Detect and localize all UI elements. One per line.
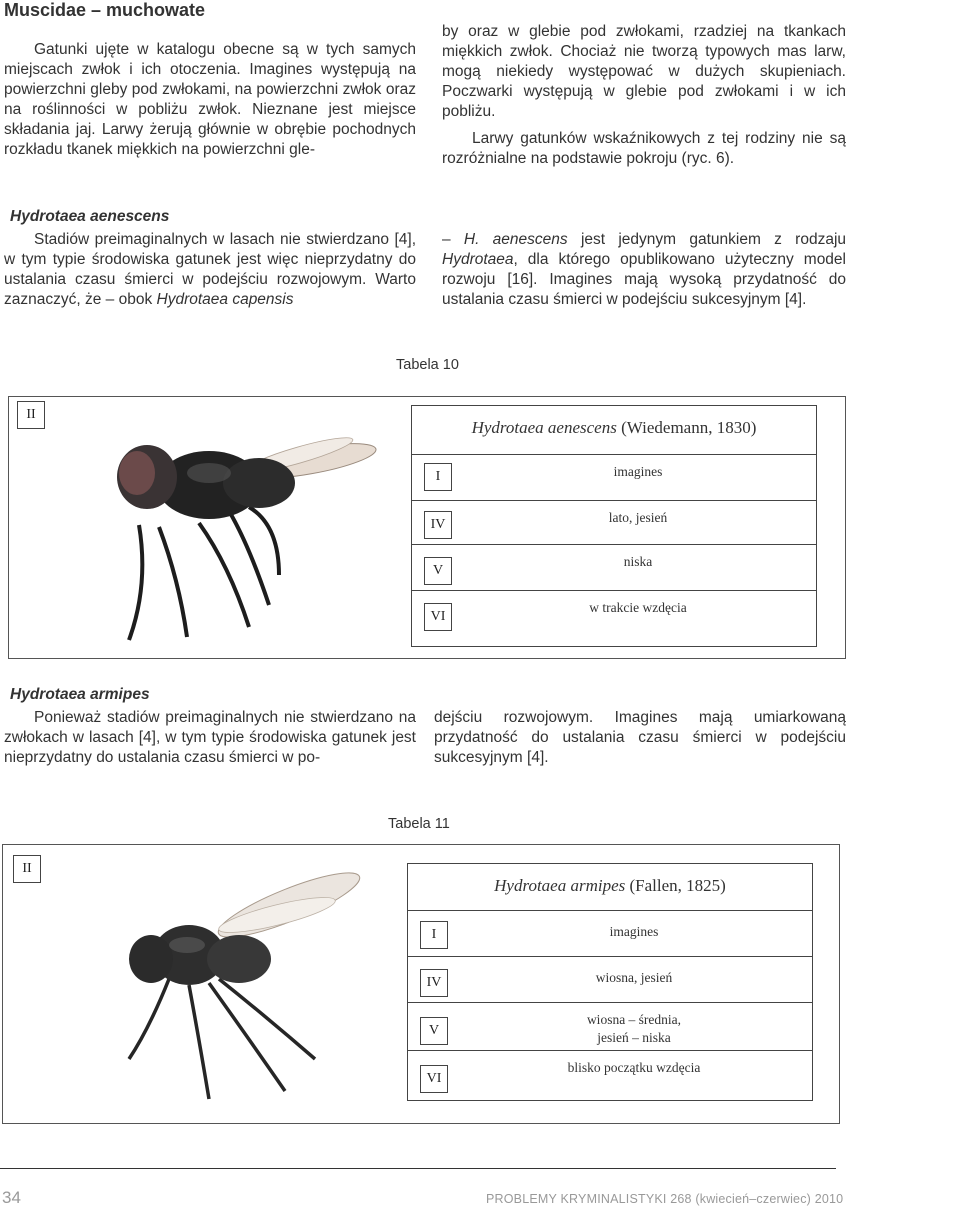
- aenescens-right-text: – H. aenescens jest jedynym gatunkiem z rodzaju Hydrotaea, dla którego opublikowano użyteczny model rozwoju [16]. Imagines mają wysoką przydatność do ustalania czasu śmierci w podejściu sukcesyjnym [4].: [442, 231, 847, 308]
- intro-left-text: Gatunki ujęte w katalogu obecne są w tych samych miejscach zwłok i ich otoczenia. Imagines występują na powierzchni gleby pod zwłokami, na powierzchni zwłok oraz na roślinności w pobliżu zwłok. Nieznane jest miejsce składania jaj. Larwy żerują głównie w obrębie pochodnych rozkładu tkanek miękkich na powierzchni gle-: [4, 41, 416, 158]
- table-10-row-code: IV: [424, 511, 452, 539]
- table-10-row-value: lato, jesień: [608, 510, 668, 525]
- table-10-row-code: VI: [424, 603, 452, 631]
- intro-left-column: [4, 40, 416, 160]
- table-10-row-code: I: [424, 463, 452, 491]
- table-10-row: [412, 454, 816, 501]
- species-heading-armipes: Hydrotaea armipes: [10, 686, 150, 703]
- table-11-info-box: [407, 863, 813, 1101]
- table-11-row: [408, 1002, 812, 1051]
- table-11-species-name: Hydrotaea armipes (Fallen, 1825): [494, 876, 726, 895]
- table-11-row-value-line: jesień – niska: [597, 1030, 671, 1045]
- table-10-row-value: w trakcie wzdęcia: [589, 600, 687, 615]
- page-number: 34: [2, 1188, 21, 1207]
- aenescens-left-column: [4, 230, 416, 310]
- armipes-right-column: [434, 708, 846, 768]
- section-title: Muscidae – muchowate: [4, 0, 206, 20]
- table-11-corner-code: II: [13, 855, 41, 883]
- table-10-row-value: imagines: [613, 464, 663, 479]
- table-11-row: [408, 956, 812, 1003]
- table-11-caption: Tabela 11: [388, 816, 450, 832]
- table-11-row-code: VI: [420, 1065, 448, 1093]
- table-10-corner-code: II: [17, 401, 45, 429]
- table-10-species-name: Hydrotaea aenescens (Wiedemann, 1830): [471, 418, 757, 437]
- intro-right-text-2: Larwy gatunków wskaźnikowych z tej rodziny nie są rozróżnialne na podstawie pokroju (ryc. 6).: [442, 130, 846, 167]
- table-10-row: [412, 544, 816, 591]
- table-11-row-value: [456, 1011, 812, 1047]
- table-11-row: [408, 1050, 812, 1100]
- table-10-row: [412, 590, 816, 646]
- table-10-caption: Tabela 10: [396, 357, 459, 373]
- armipes-right-text: dejściu rozwojowym. Imagines mają umiarkowaną przydatność do ustalania czasu śmierci w podejściu sukcesyjnym [4].: [434, 709, 846, 766]
- armipes-left-text: Ponieważ stadiów preimaginalnych nie stwierdzano na zwłokach w lasach [4], w tym typie środowiska gatunek jest nieprzydatny do ustalania czasu śmierci w po-: [4, 709, 416, 766]
- table-11-row-code: I: [420, 921, 448, 949]
- table-11-frame: [2, 844, 840, 1124]
- table-10-row-code: V: [424, 557, 452, 585]
- table-10-frame: [8, 396, 846, 659]
- species-heading-aenescens: Hydrotaea aenescens: [10, 208, 170, 225]
- table-10-row: [412, 500, 816, 545]
- armipes-left-column: [4, 708, 416, 768]
- table-11-row-value: wiosna, jesień: [595, 970, 673, 985]
- table-10-info-box: [411, 405, 817, 647]
- fly-photo-aenescens: [79, 415, 379, 655]
- table-11-row-code: V: [420, 1017, 448, 1045]
- table-11-row: [408, 910, 812, 957]
- journal-title: PROBLEMY KRYMINALISTYKI 268 (kwiecień–czerwiec) 2010: [486, 1192, 844, 1206]
- intro-right-column: [442, 22, 846, 169]
- table-11-row-value: blisko początku wzdęcia: [567, 1060, 701, 1075]
- table-10-row-value: niska: [623, 554, 653, 569]
- aenescens-right-column: [442, 230, 846, 310]
- aenescens-left-text: Stadiów preimaginalnych w lasach nie stwierdzano [4], w tym typie środowiska gatunek jest więc nieprzydatny do ustalania czasu śmierci w podejściu rozwojowym. Warto zaznaczyć, że – obok Hydrotaea capensis: [4, 231, 416, 308]
- table-11-row-value-line: wiosna – średnia,: [586, 1012, 682, 1027]
- intro-right-text-1: by oraz w glebie pod zwłokami, rzadziej na tkankach miękkich zwłok. Chociaż nie tworzą typowych mas larw, mogą niekiedy występować w dużych skupieniach. Poczwarki występują w glebie pod zwłokami i w ich pobliżu.: [442, 23, 846, 120]
- footer-divider: [0, 1168, 836, 1169]
- table-11-row-code: IV: [420, 969, 448, 997]
- table-11-row-value: imagines: [609, 924, 659, 939]
- fly-photo-armipes: [89, 859, 389, 1109]
